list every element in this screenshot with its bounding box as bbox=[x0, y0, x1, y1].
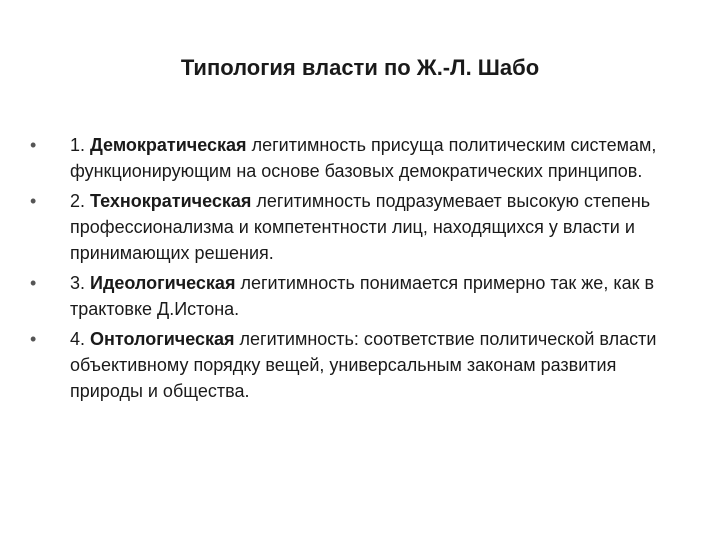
bullet-dot-icon: • bbox=[30, 135, 37, 155]
bullet-list bbox=[30, 132, 690, 408]
bullet-item bbox=[30, 270, 690, 322]
bullet-term: Идеологическая bbox=[90, 273, 236, 293]
bullet-dot-icon: • bbox=[30, 329, 37, 349]
slide-title: Типология власти по Ж.-Л. Шабо bbox=[180, 55, 540, 80]
bullet-dot-icon: • bbox=[30, 191, 37, 211]
bullet-number: 4. bbox=[70, 329, 91, 349]
bullet-text: легитимность: соответствие политической власти объективному порядку вещей, универсальным законам развития природы и общества. bbox=[70, 329, 657, 401]
bullet-number: 1. bbox=[70, 135, 91, 155]
bullet-item bbox=[30, 326, 690, 404]
bullet-term: Онтологическая bbox=[90, 329, 235, 349]
bullet-number: 3. bbox=[70, 273, 91, 293]
bullet-number: 2. bbox=[70, 191, 91, 211]
bullet-term: Технократическая bbox=[90, 191, 252, 211]
bullet-dot-icon: • bbox=[30, 273, 37, 293]
bullet-item bbox=[30, 132, 690, 184]
bullet-text: легитимность понимается примерно так же, как в трактовке Д.Истона. bbox=[70, 273, 655, 319]
bullet-text: легитимность присуща политическим системам, функционирующим на основе базовых демократических принципов. bbox=[70, 135, 657, 181]
bullet-term: Демократическая bbox=[90, 135, 247, 155]
bullet-item bbox=[30, 188, 690, 266]
bullet-text: легитимность подразумевает высокую степень профессионализма и компетентности лиц, находящихся у власти и принимающих решения. bbox=[70, 191, 651, 263]
